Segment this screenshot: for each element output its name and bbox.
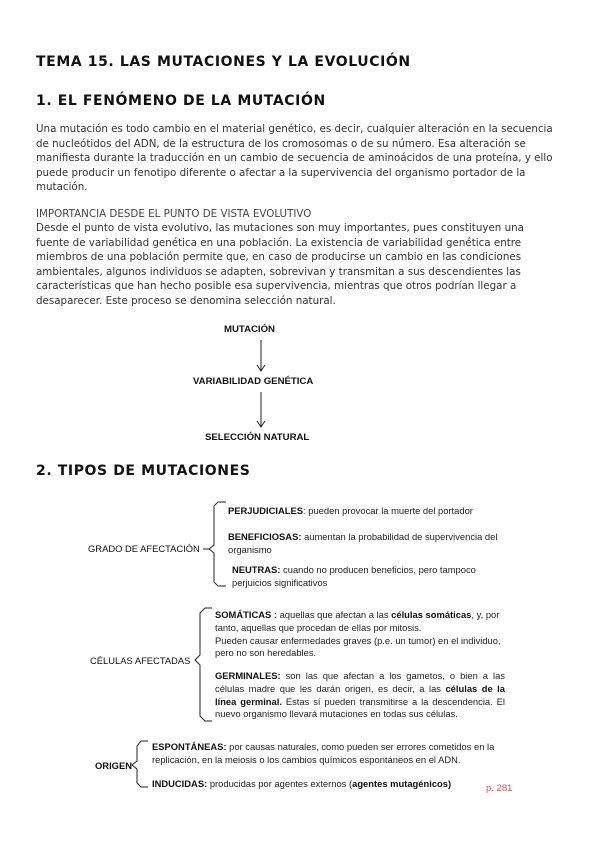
origen-inducidas: INDUCIDAS: producidas por agentes externos (agentes mutagénicos) (152, 778, 452, 789)
importance-heading: IMPORTANCIA DESDE EL PUNTO DE VISTA EVOLUTIVO (36, 208, 312, 220)
origen-espontaneas: ESPONTÁNEAS: por causas naturales, como pueden ser errores cometidos en la replicación, en la meiosis o los cambios químicos espontáneos en el ADN. (152, 741, 495, 765)
celulas-germinales: GERMINALES: son las que afectan a los gametos, o bien a las células madre que les darán origen, es decir, a las células de la línea germinal. Estas sí pueden transmitirse a la descendencia. El nuevo organismo llevará mutaciones en todas sus células. (215, 670, 506, 720)
section1-intro: Una mutación es todo cambio en el material genético, es decir, cualquier alteración en la secuencia de nucleótidos del ADN, de la estructura de los cromosomas o de su número. Esa alteración se manifiesta durante la traducción en un cambio de secuencia de aminoácidos de una proteína, y ello puede producir un fenotipo diferente o afectar a la supervivencia del organismo portador de la mutación. (36, 123, 553, 194)
flow-step-variabilidad: VARIABILIDAD GENÉTICA (193, 376, 314, 387)
bracket-grado (209, 502, 226, 586)
origen-label: ORIGEN (95, 760, 132, 771)
grado-item-beneficiosas: BENEFICIOSAS: aumentan la probabilidad de supervivencia del organismo (228, 531, 498, 555)
section2-heading: 2. TIPOS DE MUTACIONES (36, 463, 251, 479)
flow-step-mutacion: MUTACIÓN (224, 324, 275, 335)
grado-label: GRADO DE AFECTACIÓN (88, 543, 200, 554)
celulas-somaticas: SOMÁTICAS : aquellas que afectan a las células somáticas, y, por tanto, aquellas que procedan de ellas por mitosis. Pueden causar enfermedades graves (p.e. un tumor) en el individuo, pero no son heredables. (215, 609, 501, 659)
bracket-celulas (195, 608, 212, 721)
celulas-label: CÉLULAS AFECTADAS (90, 655, 191, 666)
section1-heading: 1. EL FENÓMENO DE LA MUTACIÓN (36, 93, 326, 109)
grado-item-neutras: NEUTRAS: cuando no producen beneficios, pero tampoco perjuicios significativos (232, 564, 476, 588)
importance-text: Desde el punto de vista evolutivo, las mutaciones son muy importantes, pues constituyen una fuente de variabilidad genética en una población. La existencia de variabilidad genética entre miembros de una población permite que, en caso de producirse un cambio en las condiciones ambientales, algunos individuos se adapten, sobrevivan y transmitan a sus descendientes las características que han hecho posible esa supervivencia, mientras que otros podrían llegar a desaparecer. Este proceso se denomina selección natural. (36, 222, 524, 307)
grado-item-perjudiciales: PERJUDICIALES: pueden provocar la muerte del portador (228, 505, 473, 516)
bracket-origen (132, 741, 148, 787)
page-number: p. 281 (486, 783, 513, 794)
page-title: TEMA 15. LAS MUTACIONES Y LA EVOLUCIÓN (36, 54, 411, 70)
flow-step-seleccion: SELECCIÓN NATURAL (205, 432, 310, 443)
